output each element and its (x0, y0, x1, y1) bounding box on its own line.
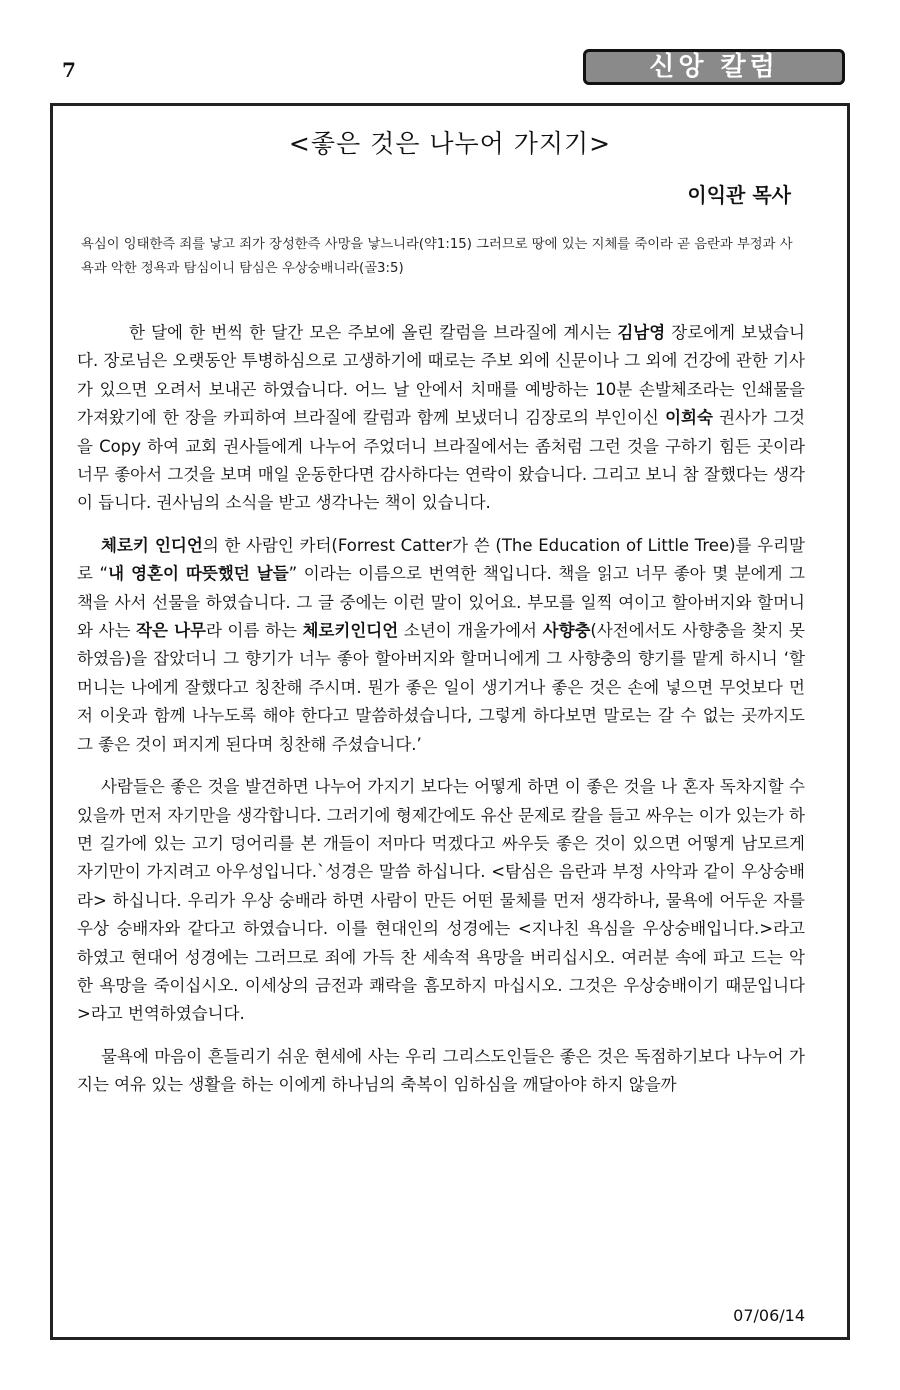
bold-cherokee-2: 체로키인디언 (302, 621, 399, 641)
paragraph-4: 물욕에 마음이 흔들리기 쉬운 현세에 사는 우리 그리스도인들은 좋은 것은 독점하기보다 나누어 가지는 여유 있는 생활을 하는 이에게 하나님의 축복이 임하심을 깨달아야 하지 않을까 (77, 1046, 805, 1095)
page-number: 7 (62, 58, 76, 82)
article-date: 07/06/14 (733, 1306, 805, 1325)
paragraph-3: 사람들은 좋은 것을 발견하면 나누어 가지기 보다는 어떻게 하면 이 좋은 것을 나 혼자 독차지할 수 있을까 먼저 자기만을 생각합니다. 그러기에 형제간에도 유산 문제로 칼을 들고 싸우는 이가 있는가 하면 길가에 있는 고기 덩어리를 본 개들이 저마다 먹겠다고 싸우듯 좋은 것이 있으면 어떻게 남모르게 자기만이 가지려고 아우성입니다.`성경은 말씀 하십니다. <탐심은 음란과 부정 사악과 같이 우상숭배라> 하십니다. 우리가 우상 숭배라 하면 사람이 만든 어떤 물체를 먼저 생각하나, 물욕에 어두운 자를 우상 숭배자와 같다고 하였습니다. 이를 현대인의 성경에는 <지나친 욕심을 우상숭배입니다.>라고 하였고 현대어 성경에는 그러므로 죄에 가득 찬 세속적 욕망을 버리십시오. 여러분 속에 파고 드는 악한 욕망을 죽이십시오. 이세상의 금전과 쾌락을 흠모하지 마십시오. 그것은 우상숭배이기 때문입니다>라고 번역하였습니다. (77, 777, 805, 1024)
p2-text-f: 라 이름 하는 (205, 621, 303, 641)
p2-text-b: 의 한 사람인 카터(Forrest Catter가 쓴 (The Education of Little Tree)를 우리말로 “ (77, 535, 805, 584)
bold-musk-bug: 사향충 (542, 621, 591, 641)
article-title: <좋은 것은 나누어 가지기> (288, 129, 612, 158)
p1-text-c: 장로에게 보냈습니다. 장로님은 오랫동안 투병하심으로 고생하기에 때로는 주보 외에 신문이나 그 외에 건강에 관한 기사가 있으면 오려서 보내곤 하였습니다. 어느 날 안에서 치매를 예방하는 10분 손발체조라는 인쇄물을 가져왔기에 한 장을 카피하여 브라질에 칼럼과 함께 보냈더니 김장로의 부인이신 (77, 323, 805, 428)
section-badge: 신앙 칼럼 (583, 49, 845, 85)
p2-text-j: (사전에서도 사향충을 찾지 못하였음)을 잡았더니 그 향기가 너누 좋아 할아버지와 할머니에게 그 사향충의 향기를 맡게 하시니 ‘할머니는 나에게 잘했다고 칭찬해 주시며. 뭔가 좋은 일이 생기거나 좋은 것은 손에 넣으면 무엇보다 먼저 이웃과 함께 나누도록 해야 한다고 말씀하셨습니다, 그렇게 하다보면 말로는 갈 수 없는 곳까지도 그 좋은 것이 퍼지게 된다며 칭찬해 주셨습니다.’ (77, 621, 805, 754)
name-kim: 김남영 (617, 323, 666, 342)
paragraph-1 (77, 319, 805, 518)
bold-little-tree: 작은 나무 (136, 621, 206, 641)
article-body (77, 319, 805, 1114)
p2-text-d: ” 이라는 이름으로 번역한 책입니다. 책을 읽고 너무 좋아 몇 분에게 그 책을 사서 선물을 하였습니다. 그 글 중에는 이런 말이 있어요. 부모를 일찍 여이고 할아버지와 할머니와 사는 (77, 564, 806, 641)
bold-cherokee: 체로키 인디언 (101, 535, 203, 555)
p2-text-h: 소년이 개울가에서 (398, 621, 543, 641)
paragraph-2 (77, 532, 805, 759)
bold-book-title: 내 영혼이 따뜻했던 날들 (108, 564, 289, 584)
p1-text-a: 한 달에 한 번씩 한 달간 모은 주보에 올린 칼럼을 브라질에 계시는 (129, 323, 618, 342)
article-author: 이익관 목사 (687, 183, 791, 207)
scripture-epigraph: 욕심이 잉태한즉 죄를 낳고 죄가 장성한즉 사망을 낳느니라(약1:15) 그러므로 땅에 있는 지체를 죽이라 곧 음란과 부정과 사욕과 악한 정욕과 탐심이니 탐심은 우상숭배니라(골3:5) (81, 237, 793, 276)
name-lee: 이희숙 (665, 408, 713, 428)
article-frame (50, 103, 850, 1340)
p1-text-e: 권사가 그것을 Copy 하여 교회 권사들에게 나누어 주었더니 브라질에서는 좀처럼 그런 것을 구하기 힘든 곳이라 너무 좋아서 그것을 보며 매일 운동한다면 감사하다는 연락이 왔습니다. 그리고 보니 참 잘했다는 생각이 듭니다. 권사님의 소식을 받고 생각나는 책이 있습니다. (77, 408, 805, 513)
